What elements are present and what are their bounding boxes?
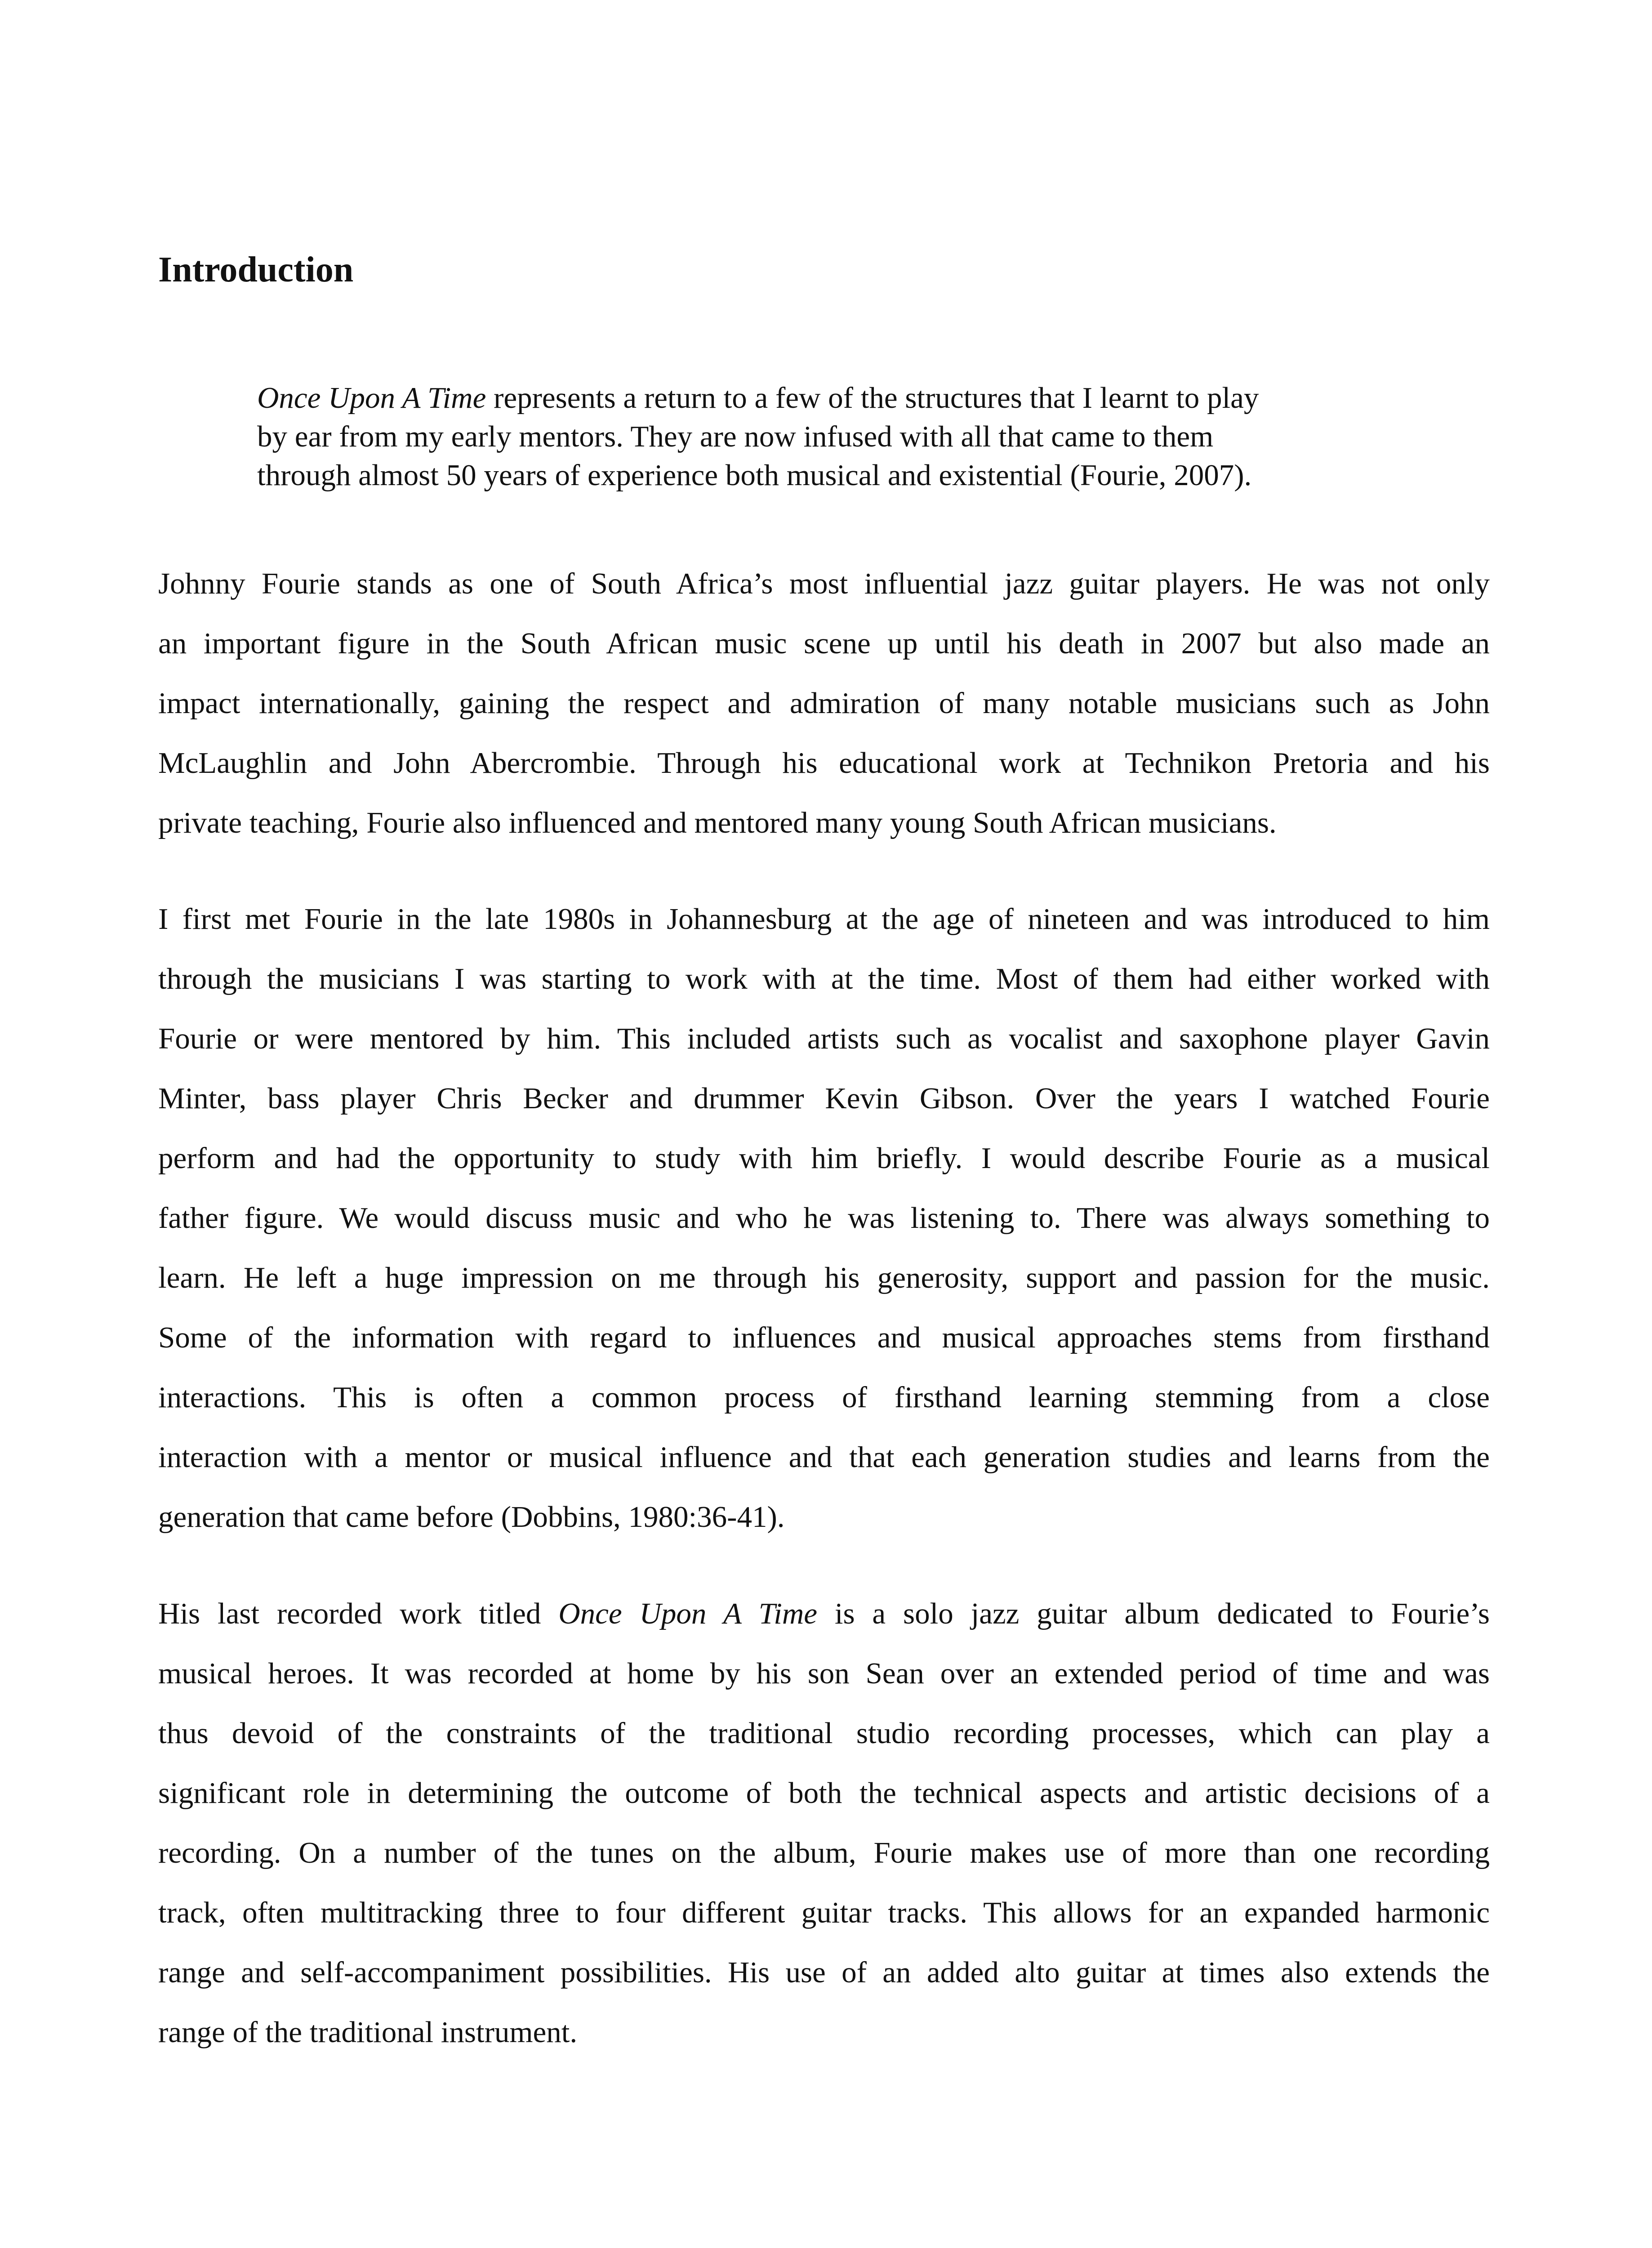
paragraph-line: generation that came before (Dobbins, 1980:36-41).: [158, 1500, 785, 1534]
paragraph-line: McLaughlin and John Abercrombie. Through his educational work at Technikon Pretoria and his: [158, 746, 1490, 780]
paragraph-line: track, often multitracking three to four different guitar tracks. This allows for an expanded harmonic: [158, 1896, 1490, 1929]
paragraph-line: I first met Fourie in the late 1980s in Johannesburg at the age of nineteen and was introduced to him: [158, 902, 1490, 936]
paragraph-text: His last recorded work titled: [158, 1597, 559, 1630]
section-heading: Introduction: [158, 250, 354, 290]
epigraph-line: by ear from my early mentors. They are now infused with all that came to them: [257, 420, 1214, 453]
epigraph-quote: [257, 379, 1399, 495]
paragraph-line: Minter, bass player Chris Becker and drummer Kevin Gibson. Over the years I watched Fourie: [158, 1082, 1490, 1115]
paragraph-line: range of the traditional instrument.: [158, 2016, 578, 2049]
paragraph-line: significant role in determining the outcome of both the technical aspects and artistic decisions of a: [158, 1776, 1490, 1810]
paragraph-line: range and self-accompaniment possibilities. His use of an added alto guitar at times also extends the: [158, 1956, 1490, 1989]
paragraph-line: interaction with a mentor or musical influence and that each generation studies and learns from the: [158, 1441, 1490, 1474]
paragraph-line: recording. On a number of the tunes on the album, Fourie makes use of more than one recording: [158, 1836, 1490, 1869]
body-paragraph: [158, 1584, 1490, 2062]
epigraph-line: [257, 379, 1399, 417]
paragraph-text: is a solo jazz guitar album dedicated to Fourie’s: [817, 1597, 1490, 1630]
paragraph-line: learn. He left a huge impression on me through his generosity, support and passion for the music.: [158, 1261, 1490, 1294]
album-title: Once Upon A Time: [257, 381, 486, 415]
paragraph-line: Fourie or were mentored by him. This included artists such as vocalist and saxophone player Gavin: [158, 1022, 1490, 1055]
paragraph-line: thus devoid of the constraints of the traditional studio recording processes, which can play a: [158, 1717, 1490, 1750]
paragraph-line: interactions. This is often a common process of firsthand learning stemming from a close: [158, 1381, 1490, 1414]
body-paragraph: [158, 554, 1490, 853]
epigraph-text: represents a return to a few of the structures that I learnt to play: [486, 381, 1259, 415]
paragraph-line: Johnny Fourie stands as one of South Africa’s most influential jazz guitar players. He was not only: [158, 567, 1490, 600]
album-title: Once Upon A Time: [558, 1597, 817, 1630]
paragraph-line: father figure. We would discuss music and who he was listening to. There was always something to: [158, 1201, 1490, 1235]
paragraph-line: an important figure in the South African music scene up until his death in 2007 but also made an: [158, 627, 1490, 660]
paragraph-line: impact internationally, gaining the respect and admiration of many notable musicians such as John: [158, 687, 1490, 720]
paragraph-line: Some of the information with regard to influences and musical approaches stems from firsthand: [158, 1321, 1490, 1354]
paragraph-line: perform and had the opportunity to study with him briefly. I would describe Fourie as a musical: [158, 1142, 1490, 1175]
paragraph-line: musical heroes. It was recorded at home by his son Sean over an extended period of time and was: [158, 1657, 1490, 1690]
paragraph-line: through the musicians I was starting to work with at the time. Most of them had either worked with: [158, 962, 1490, 995]
body-paragraph: [158, 889, 1490, 1547]
paragraph-line: [158, 1584, 1490, 1644]
paragraph-line: private teaching, Fourie also influenced and mentored many young South African musicians.: [158, 806, 1277, 839]
epigraph-line: through almost 50 years of experience both musical and existential (Fourie, 2007).: [257, 459, 1252, 492]
